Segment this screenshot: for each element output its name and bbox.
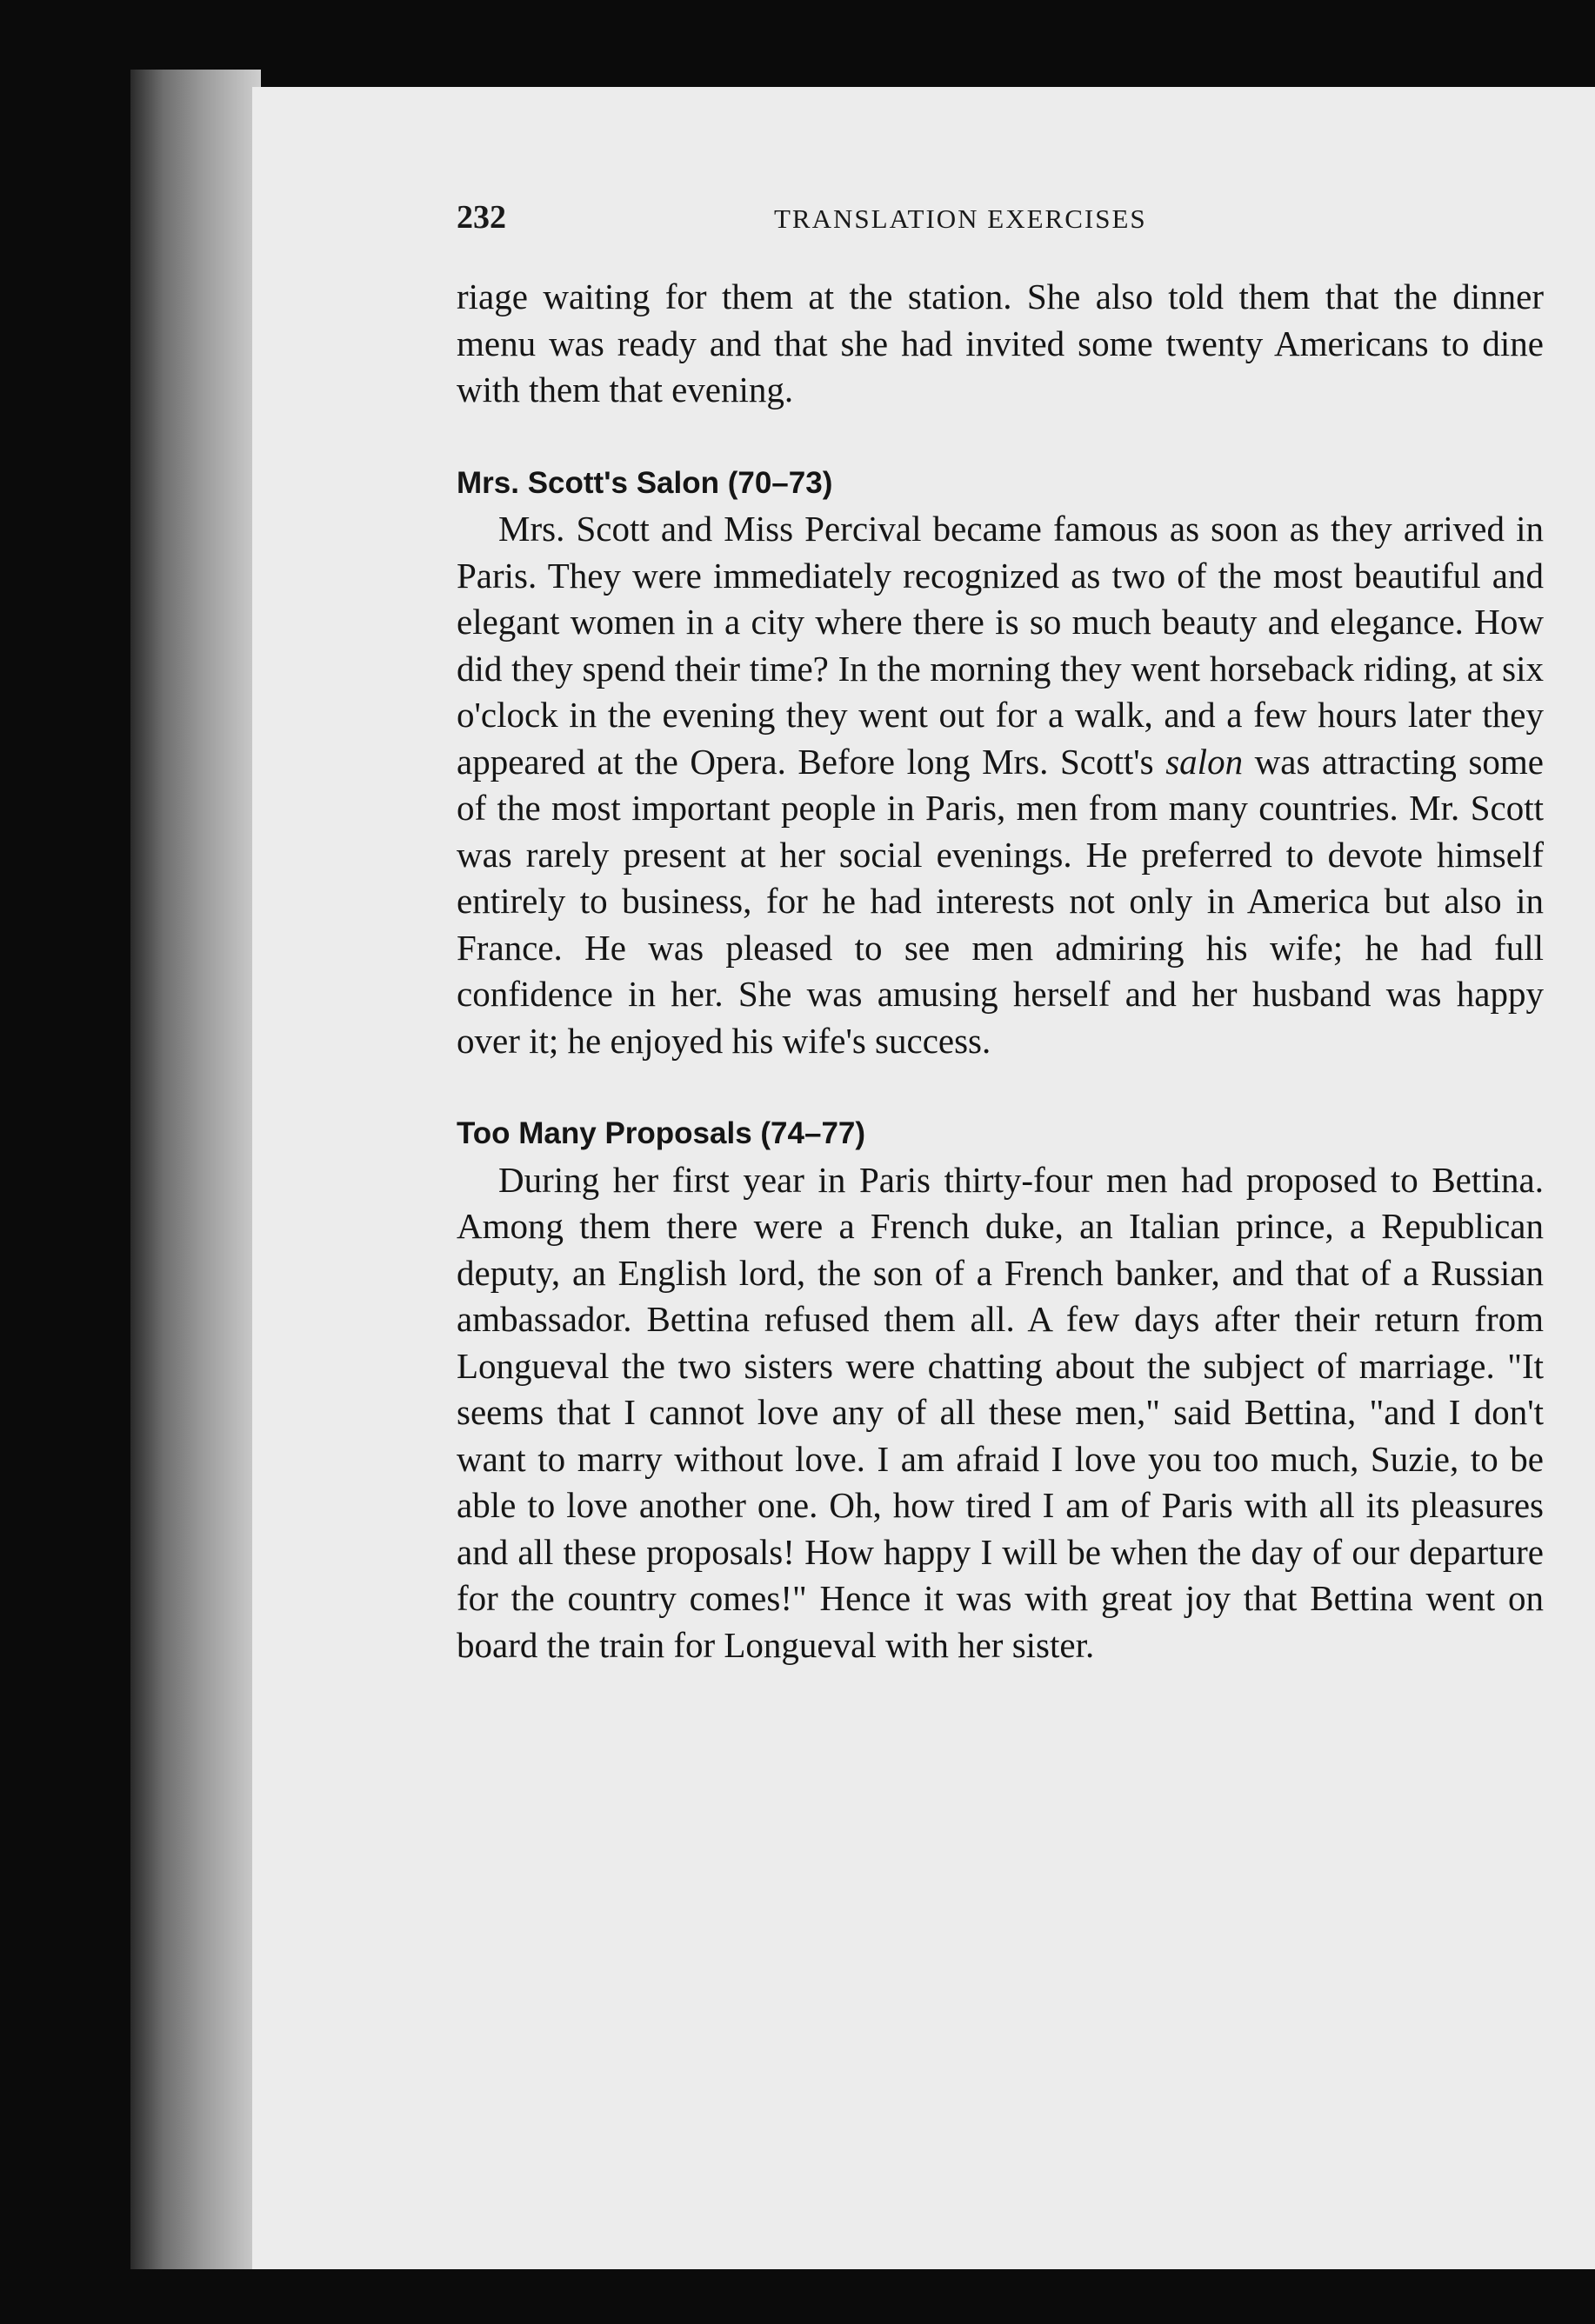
opening-paragraph: riage waiting for them at the station. She also told them that the dinner menu was ready and that she had invited some twenty Americans to dine with them that evening. [457,276,1544,410]
book-spine [130,70,261,2269]
salon-paragraph-part-2: was attracting some of the most important people in Paris, men from many countries. Mr. Scott was rarely present at her social evenings. He preferred to devote himself entirely to business, for he had interests not only in America but also in France. He was pleased to see men admiring his wife; he had full confidence in her. She was amusing herself and her husband was happy over it; he enjoyed his wife's success. [457,741,1544,1061]
page-number: 232 [457,199,506,236]
section-heading-proposals: Too Many Proposals (74–77) [457,1116,866,1150]
body-text [457,274,1544,1668]
scan-bottom-edge [130,2269,1595,2324]
salon-paragraph [457,506,1544,1064]
running-title: TRANSLATION EXERCISES [774,203,1147,234]
proposals-paragraph: During her first year in Paris thirty-four men had proposed to Bettina. Among them there were a French duke, an Italian prince, a Republican deputy, an English lord, the son of a French banker, and that of a Russian ambassador. Bettina refused them all. A few days after their return from Longueval the two sisters were chatting about the subject of marriage. "It seems that I cannot love any of all these men," said Bettina, "and I don't want to marry without love. I am afraid I love you too much, Suzie, to be able to love another one. Oh, how tired I am of Paris with all its pleasures and all these proposals! How happy I will be when the day of our departure for the country comes!" Hence it was with great joy that Bettina went on board the train for Longueval with her sister. [457,1159,1544,1665]
salon-paragraph-part-1: Mrs. Scott and Miss Percival became famous as soon as they arrived in Paris. They were immediately recognized as two of the most beautiful and elegant women in a city where there is so much beauty and elegance. How did they spend their time? In the morning they went horseback riding, at six o'clock in the evening they went out for a walk, and a few hours later they appeared at the Opera. Before long Mrs. Scott's [457,509,1544,782]
italic-salon-word: salon [1165,741,1244,782]
page-sheet [252,87,1595,2269]
section-heading-salon: Mrs. Scott's Salon (70–73) [457,465,833,500]
running-head [457,198,1544,250]
